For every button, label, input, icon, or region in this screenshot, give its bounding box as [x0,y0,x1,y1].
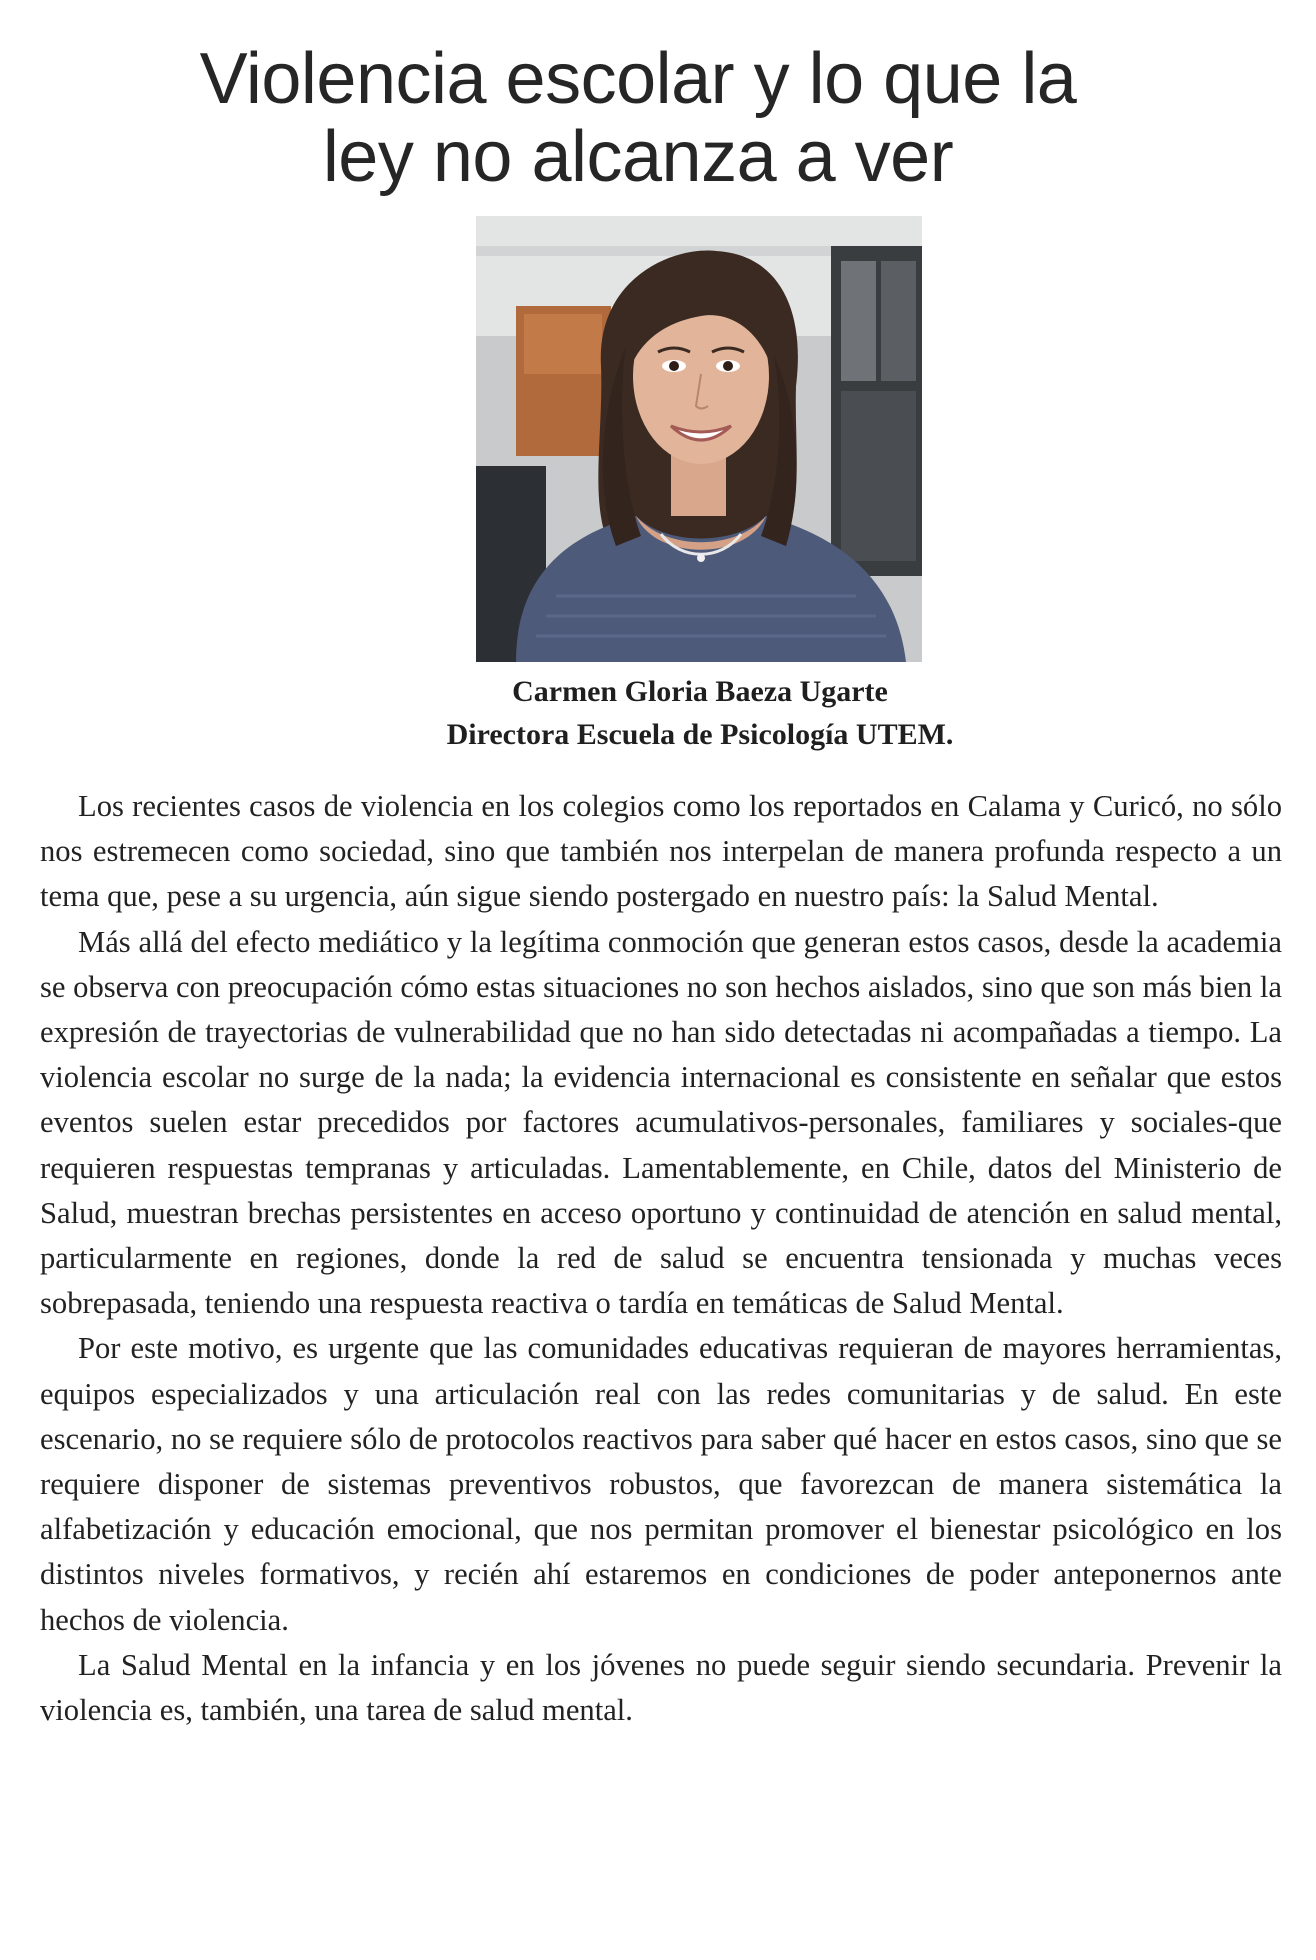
author-name: Carmen Gloria Baeza Ugarte [512,675,888,708]
paragraph: Los recientes casos de violencia en los colegios como los reportados en Calama y Curicó, no sólo nos estremecen como sociedad, sino que también nos interpelan de manera profunda respecto a un tema que, pese a su urgencia, aún sigue siendo postergado en nuestro país: la Salud Mental. [40,789,1282,914]
article-body [40,784,1282,1733]
author-title: Directora Escuela de Psicología UTEM. [446,718,954,751]
headline-line-2: ley no alcanza a ver [322,117,954,197]
paragraph: Más allá del efecto mediático y la legítima conmoción que generan estos casos, desde la academia se observa con preocupación cómo estas situaciones no son hechos aislados, sino que son más bien la expresión de trayectorias de vulnerabilidad que no han sido detectadas ni acompañadas a tiempo. La violencia escolar no surge de la nada; la evidencia internacional es consistente en señalar que estos eventos suelen estar precedidos por factores acumulativos-personales, familiares y sociales-que requieren respuestas tempranas y articuladas. Lamentablemente, en Chile, datos del Ministerio de Salud, muestran brechas persistentes en acceso oportuno y continuidad de atención en salud mental, particularmente en regiones, donde la red de salud se encuentra tensionada y muchas veces sobrepasada, teniendo una respuesta reactiva o tardía en temáticas de Salud Mental. [40,924,1282,1321]
headline-line-1: Violencia escolar y lo que la [199,39,1077,119]
paragraph: La Salud Mental en la infancia y en los jóvenes no puede seguir siendo secundaria. Prevenir la violencia es, también, una tarea de salud mental. [40,1647,1282,1728]
photo-caption [200,670,1200,756]
paragraph: Por este motivo, es urgente que las comunidades educativas requieran de mayores herramientas, equipos especializados y una articulación real con las redes comunitarias y de salud. En este escenario, no se requiere sólo de protocolos reactivos para saber qué hacer en estos casos, sino que se requiere disponer de sistemas preventivos robustos, que favorezcan de manera sistemática la alfabetización y educación emocional, que nos permitan promover el bienestar psicológico en los distintos niveles formativos, y recién ahí estaremos en condiciones de poder anteponernos ante hechos de violencia. [40,1331,1282,1637]
author-photo [476,216,922,662]
author-portrait-illustration [476,216,922,662]
headline [80,40,1196,196]
